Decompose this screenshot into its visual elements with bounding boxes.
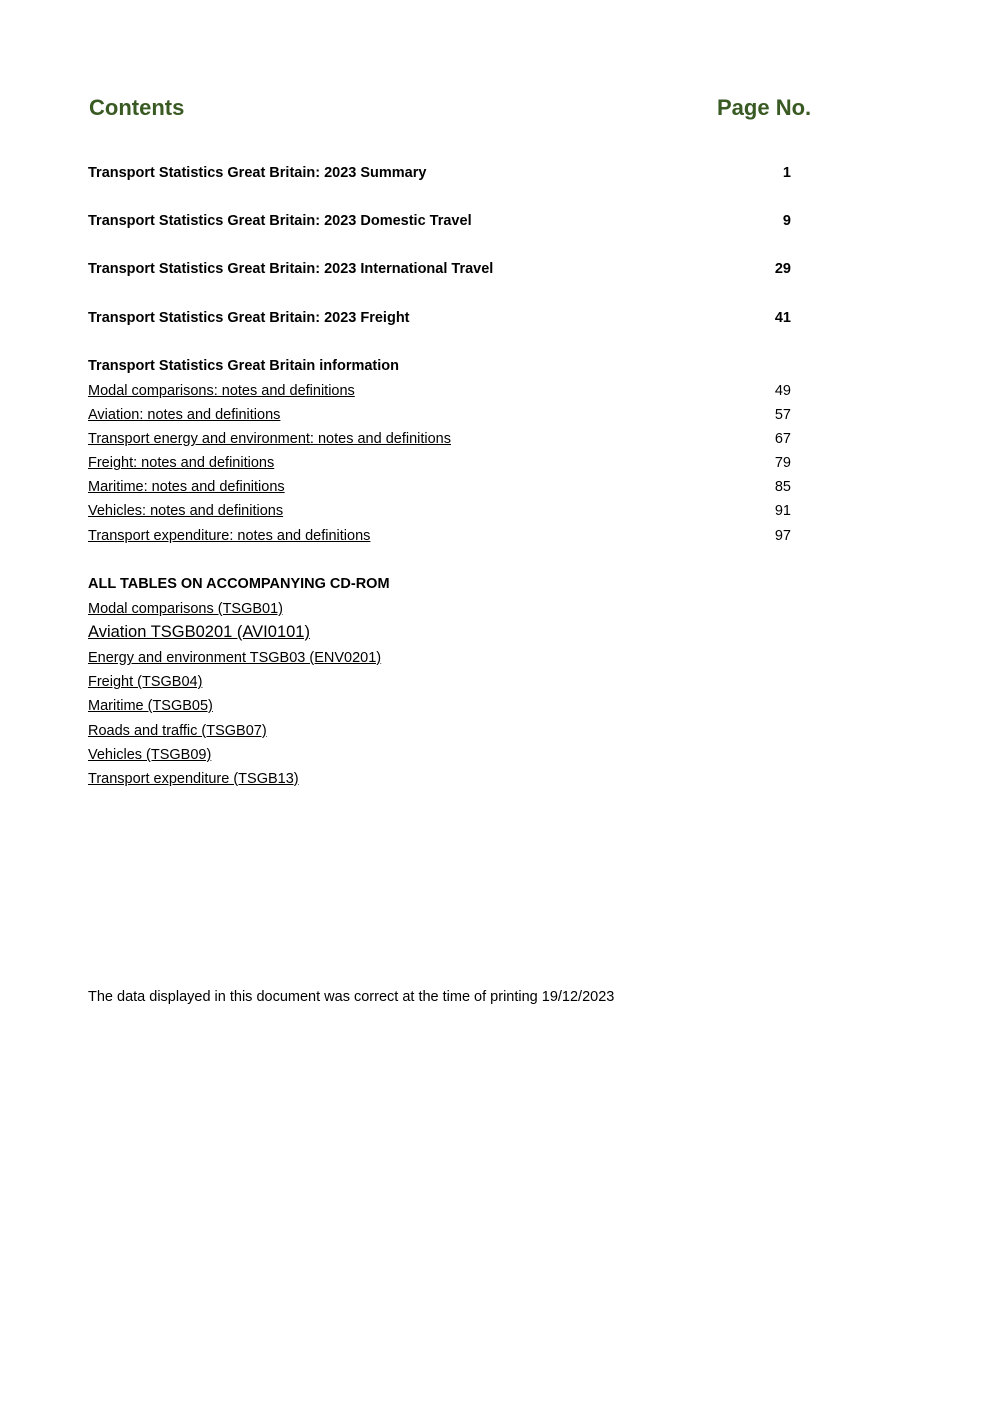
link-expenditure-notes[interactable]: Transport expenditure: notes and definitions [88,528,371,544]
link-table-energy-environment[interactable]: Energy and environment TSGB03 (ENV0201) [88,650,382,666]
information-heading: Transport Statistics Great Britain information [88,358,399,374]
link-modal-comparisons-notes[interactable]: Modal comparisons: notes and definitions [88,383,355,399]
link-page-number: 67 [774,431,791,447]
section-page-number: 9 [782,213,791,229]
link-maritime-notes[interactable]: Maritime: notes and definitions [88,479,285,495]
link-table-maritime[interactable]: Maritime (TSGB05) [88,698,213,714]
link-energy-environment-notes[interactable]: Transport energy and environment: notes and definitions [88,431,451,447]
link-table-aviation[interactable]: Aviation TSGB0201 (AVI0101) [88,623,310,641]
link-page-number: 97 [774,528,791,544]
page-no-heading: Page No. [717,95,812,120]
link-page-number: 91 [774,503,791,519]
link-page-number: 85 [774,479,791,495]
section-page-number: 41 [774,310,791,326]
tables-heading: ALL TABLES ON ACCOMPANYING CD-ROM [88,576,390,592]
link-page-number: 57 [774,407,791,423]
section-summary: Transport Statistics Great Britain: 2023 Summary [88,165,427,181]
section-page-number: 29 [774,261,791,277]
link-table-roads-traffic[interactable]: Roads and traffic (TSGB07) [88,723,267,739]
section-domestic-travel: Transport Statistics Great Britain: 2023 Domestic Travel [88,213,472,229]
section-page-number: 1 [782,165,791,181]
link-page-number: 49 [774,383,791,399]
section-freight: Transport Statistics Great Britain: 2023 Freight [88,310,410,326]
printing-note: The data displayed in this document was correct at the time of printing 19/12/2023 [88,989,615,1005]
link-table-modal-comparisons[interactable]: Modal comparisons (TSGB01) [88,601,284,617]
link-page-number: 79 [774,455,791,471]
link-table-expenditure[interactable]: Transport expenditure (TSGB13) [88,771,299,787]
link-aviation-notes[interactable]: Aviation: notes and definitions [88,407,281,423]
link-table-vehicles[interactable]: Vehicles (TSGB09) [88,747,212,763]
section-international-travel: Transport Statistics Great Britain: 2023 International Travel [88,261,494,277]
link-vehicles-notes[interactable]: Vehicles: notes and definitions [88,503,284,519]
link-table-freight[interactable]: Freight (TSGB04) [88,674,203,690]
link-freight-notes[interactable]: Freight: notes and definitions [88,455,275,471]
contents-heading: Contents [89,95,185,120]
